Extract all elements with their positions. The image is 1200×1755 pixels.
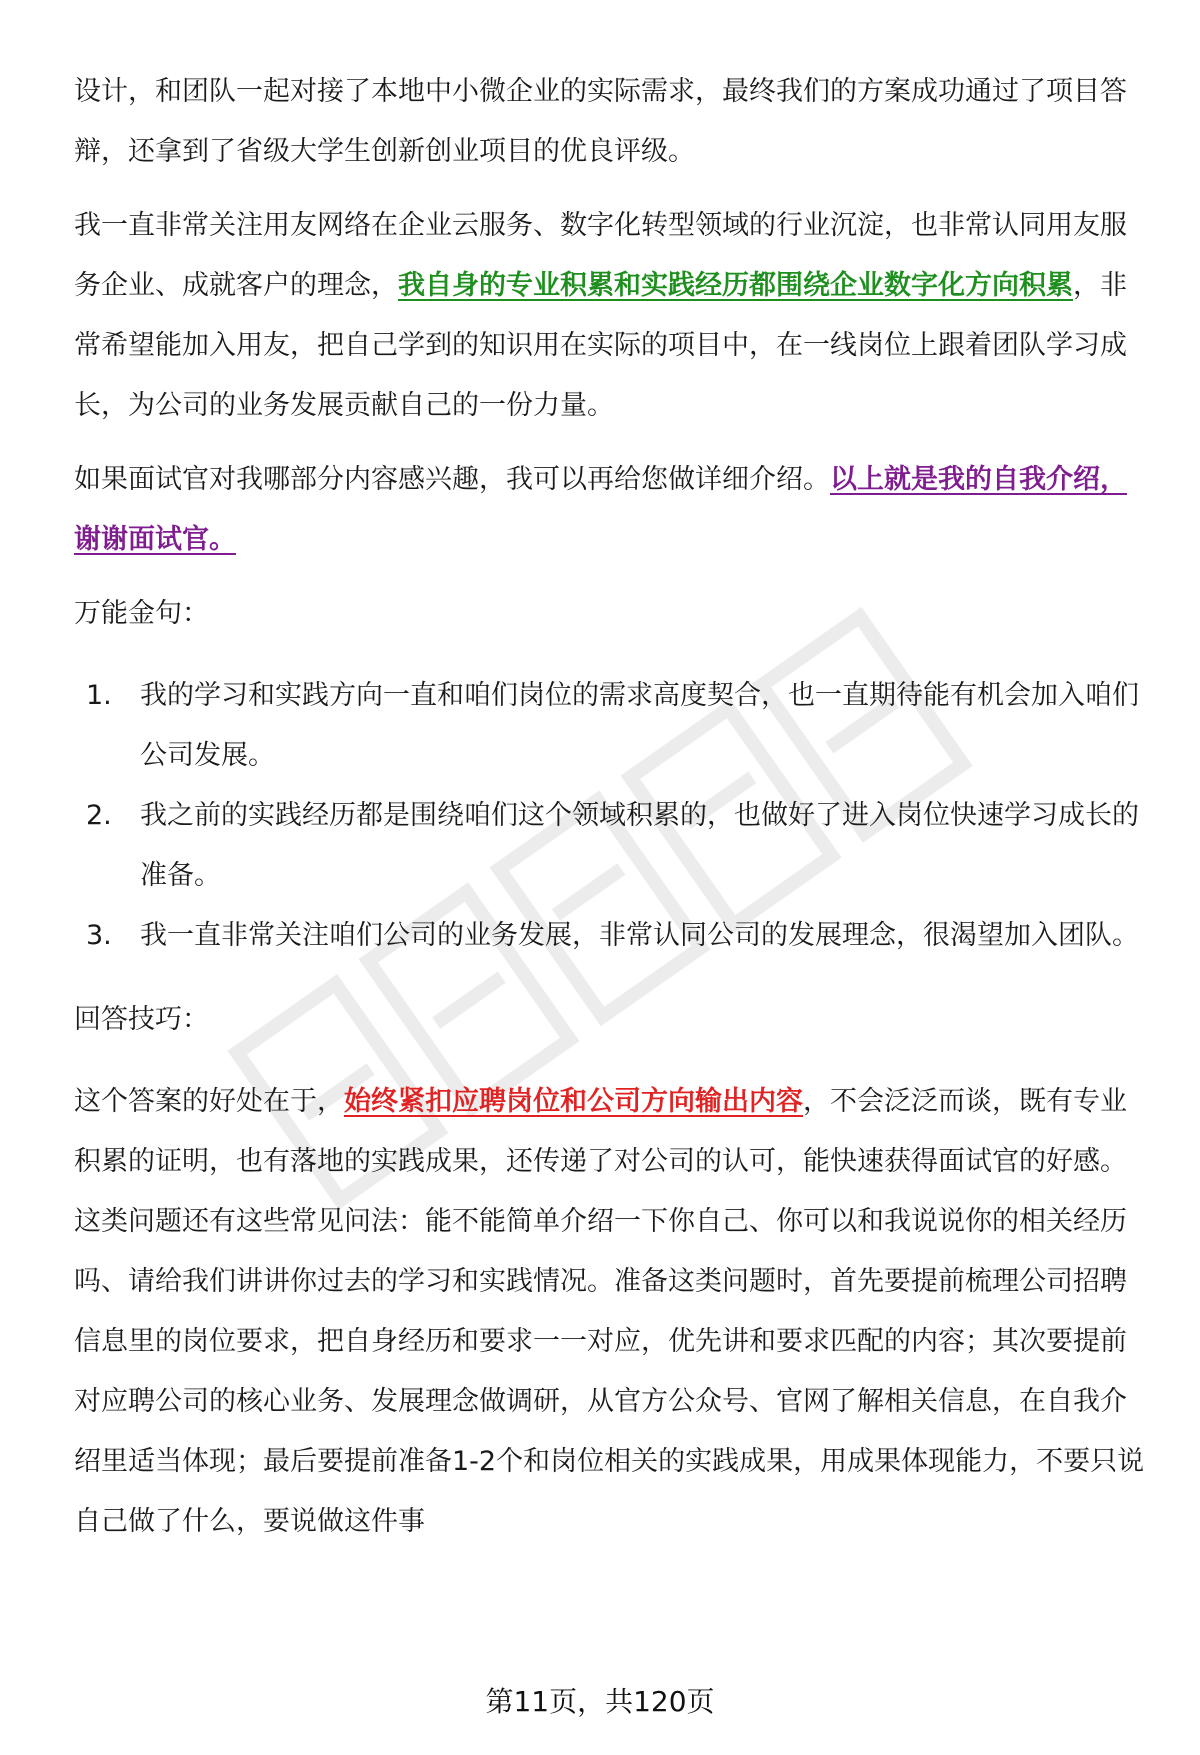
intro-paragraph-1: 设计，和团队一起对接了本地中小微企业的实际需求，最终我们的方案成功通过了项目答辩，还拿到了省级大学生创新创业项目的优良评级。 <box>74 76 1127 167</box>
list-item <box>74 666 1149 786</box>
intro-paragraph-2-text: 我一直非常关注用友网络在企业云服务、数字化转型领域的行业沉淀，也非常认同用友服务企业、成就客户的理念， <box>74 210 1127 301</box>
golden-sentences-list <box>74 666 1149 966</box>
intro-paragraph-3 <box>74 450 1149 570</box>
list-item-number: 2. <box>86 800 112 831</box>
answer-tips-text: 这个答案的好处在于， <box>74 1086 344 1117</box>
page-number-footer: 第11页，共120页 <box>485 1685 715 1718</box>
document-body <box>74 62 1149 1552</box>
intro-paragraph-2 <box>74 196 1149 436</box>
golden-sentences-label: 万能金句： <box>74 598 209 629</box>
intro-paragraph-2-rest: ，非常希望能加入用友，把自己学到的知识用在实际的项目中，在一线岗位上跟着团队学习成长，为公司的业务发展贡献自己的一份力量。 <box>74 270 1127 421</box>
list-item-text: 我之前的实践经历都是围绕咱们这个领域积累的，也做好了进入岗位快速学习成长的准备。 <box>140 800 1139 891</box>
list-item-text: 我一直非常关注咱们公司的业务发展，非常认同公司的发展理念，很渴望加入团队。 <box>140 920 1139 951</box>
answer-tips-label: 回答技巧： <box>74 1004 209 1035</box>
list-item <box>74 906 1149 966</box>
highlight-purple: 以上就是我的自我介绍，谢谢面试官。 <box>74 464 1127 555</box>
highlight-green: 我自身的专业积累和实践经历都围绕企业数字化方向积累 <box>398 270 1073 301</box>
list-item-text: 我的学习和实践方向一直和咱们岗位的需求高度契合，也一直期待能有机会加入咱们公司发展。 <box>140 680 1139 771</box>
highlight-red: 始终紧扣应聘岗位和公司方向输出内容 <box>344 1086 803 1117</box>
list-item-number: 3. <box>86 920 112 951</box>
answer-tips-rest: ，不会泛泛而谈，既有专业积累的证明，也有落地的实践成果，还传递了对公司的认可，能快速获得面试官的好感。这类问题还有这些常见问法：能不能简单介绍一下你自己、你可以和我说说你的相关经历吗、请给我们讲讲你过去的学习和实践情况。准备这类问题时，首先要提前梳理公司招聘信息里的岗位要求，把自身经历和要求一一对应，优先讲和要求匹配的内容；其次要提前对应聘公司的核心业务、发展理念做调研，从官方公众号、官网了解相关信息，在自我介绍里适当体现；最后要提前准备1-2个和岗位相关的实践成果，用成果体现能力，不要只说自己做了什么，要说做这件事 <box>74 1086 1145 1537</box>
answer-tips-paragraph <box>74 1072 1149 1552</box>
intro-paragraph-3-text: 如果面试官对我哪部分内容感兴趣，我可以再给您做详细介绍。 <box>74 464 830 495</box>
list-item-number: 1. <box>86 680 112 711</box>
list-item <box>74 786 1149 906</box>
